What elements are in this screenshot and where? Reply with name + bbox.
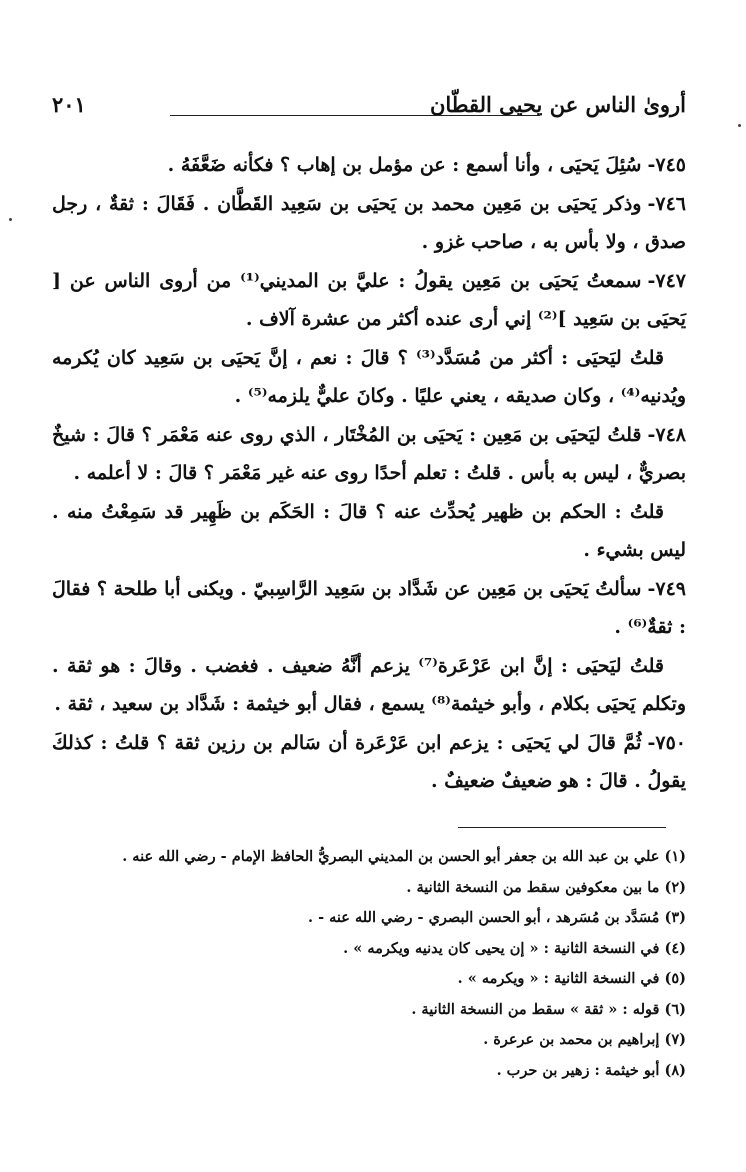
entry-747-continuation [52, 339, 686, 416]
main-text [52, 146, 686, 801]
scan-speck [9, 218, 12, 221]
footnote-separator [458, 827, 666, 828]
footnote-7: (٧) إبراهيم بن محمد بن عرعرة . [483, 1031, 686, 1048]
entry-746: ٧٤٦-وذكر يَحيَى بن مَعِين محمد بن يَحيَى بن سَعِيد القَطَّان . فَقَالَ : ثقةٌ ، رجل صدق ، ولا بأس به ، صاحب غزو . [52, 192, 686, 253]
paragraph-text: قلتُ ليَحيَى : إنَّ ابن عَرْعَرة⁽⁷⁾ يزعم أنَّهُ ضعيف . فغضب . وقالَ : هو ثقة . وتكلم يَحيَى بكلام ، وأبو خيثمة⁽⁸⁾ يسمع ، فقال أبو خيثمة : شَدَّاد بن سعيد ، ثقة . [52, 654, 686, 715]
entry-number: ٧٤٧ [655, 269, 686, 292]
footnote-3: (٣) مُسَدَّد بن مُسَرهد ، أبو الحسن البصري - رضي الله عنه - . [307, 909, 686, 926]
entry-748-continuation [52, 493, 686, 570]
scan-speck [738, 124, 741, 127]
entry-750: ٧٥٠-ثُمَّ قالَ لي يَحيَى : يزعم ابن عَرْعَرة أن سَالم بن رزين ثقة ؟ قلتُ : كذلكَ يقولُ . قالَ : هو ضعيفٌ ضعيفٌ . [52, 731, 686, 792]
footnote-2: (٢) ما بين معكوفين سقط من النسخة الثانية . [406, 878, 686, 896]
paragraph-text: قلتُ : الحكم بن ظهير يُحدِّث عنه ؟ قالَ : الحَكَم بن ظَهِير قد سَمِعْتُ منه . ليس بشيء . [52, 500, 686, 561]
entry-text: سمعتُ يَحيَى بن مَعِين يقولُ : عليَّ بن المديني⁽¹⁾ من أروى الناس عن [ يَحيَى بن سَعِيد ]⁽²⁾ إني أرى عنده أكثر من عشرة آلاف . [52, 269, 686, 330]
page-header [52, 92, 686, 132]
entry-number: ٧٤٥ [655, 154, 686, 176]
entry-text: سُئِلَ يَحيَى ، وأنا أسمع : عن مؤمل بن إهاب ؟ فكأنه ضَعَّفَهُ . [167, 154, 642, 176]
entry-text: سألتُ يَحيَى بن مَعِين عن شَدَّاد بن سَعِيد الرَّاسِبيّ . ويكنى أبا طلحة ؟ فقالَ : ثقةٌ⁽⁶⁾ . [52, 577, 686, 638]
header-rule [170, 115, 540, 116]
entry-text: قلتُ ليَحيَى بن مَعِين : يَحيَى بن المُخْتَار ، الذي روى عنه مَعْمَر ؟ قالَ : شيخٌ بصريٌّ ، ليس به بأس . قلتُ : تعلم أحدًا روى عنه غير مَعْمَر ؟ قالَ : لا أعلمه . [52, 423, 686, 484]
entry-747: ٧٤٧-سمعتُ يَحيَى بن مَعِين يقولُ : عليَّ بن المديني⁽¹⁾ من أروى الناس عن [ يَحيَى بن سَعِيد ]⁽²⁾ إني أرى عنده أكثر من عشرة آلاف . [52, 269, 686, 330]
entry-748: ٧٤٨-قلتُ ليَحيَى بن مَعِين : يَحيَى بن المُخْتَار ، الذي روى عنه مَعْمَر ؟ قالَ : شيخٌ بصريٌّ ، ليس به بأس . قلتُ : تعلم أحدًا روى عنه غير مَعْمَر ؟ قالَ : لا أعلمه . [52, 423, 686, 484]
page-number: ٢٠١ [52, 92, 86, 117]
entry-749: ٧٤٩-سألتُ يَحيَى بن مَعِين عن شَدَّاد بن سَعِيد الرَّاسِبيّ . ويكنى أبا طلحة ؟ فقالَ : ثقةٌ⁽⁶⁾ . [52, 577, 686, 638]
footnote-4: (٤) في النسخة الثانية : « إن يحيى كان يدنيه ويكرمه » . [343, 939, 686, 957]
footnotes [52, 842, 686, 1086]
entry-number: ٧٤٩ [655, 577, 686, 600]
footnote-6: (٦) قوله : « ثقة » سقط من النسخة الثانية . [411, 1000, 686, 1018]
entry-text: وذكر يَحيَى بن مَعِين محمد بن يَحيَى بن سَعِيد القَطَّان . فَقَالَ : ثقةٌ ، رجل صدق ، ولا بأس به ، صاحب غزو . [52, 192, 686, 253]
footnote-5: (٥) في النسخة الثانية : « ويكرمه » . [457, 970, 686, 987]
entry-749-continuation [52, 647, 686, 724]
footnote-1: (١) علي بن عبد الله بن جعفر أبو الحسن بن المديني البصريُّ الحافظ الإمام - رضي الله عنه . [122, 848, 686, 865]
entry-number: ٧٥٠ [655, 731, 686, 754]
entry-number: ٧٤٦ [655, 192, 686, 215]
footnote-8: (٨) أبو خيثمة : زهير بن حرب . [496, 1061, 686, 1079]
running-title: أرویٰ الناس عن يحيى القطّان [429, 92, 686, 117]
entry-745: ٧٤٥-سُئِلَ يَحيَى ، وأنا أسمع : عن مؤمل بن إهاب ؟ فكأنه ضَعَّفَهُ . [167, 154, 686, 176]
paragraph-text: قلتُ ليَحيَى : أكثر من مُسَدَّد⁽³⁾ ؟ قالَ : نعم ، إنَّ يَحيَى بن سَعِيد كان يُكرمه ويُدنيه⁽⁴⁾ ، وكان صديقه ، يعني عليًا . وكانَ عليٌّ يلزمه⁽⁵⁾ . [52, 346, 686, 407]
entry-text: ثُمَّ قالَ لي يَحيَى : يزعم ابن عَرْعَرة أن سَالم بن رزين ثقة ؟ قلتُ : كذلكَ يقولُ . قالَ : هو ضعيفٌ ضعيفٌ . [52, 731, 686, 792]
entry-number: ٧٤٨ [655, 423, 686, 446]
